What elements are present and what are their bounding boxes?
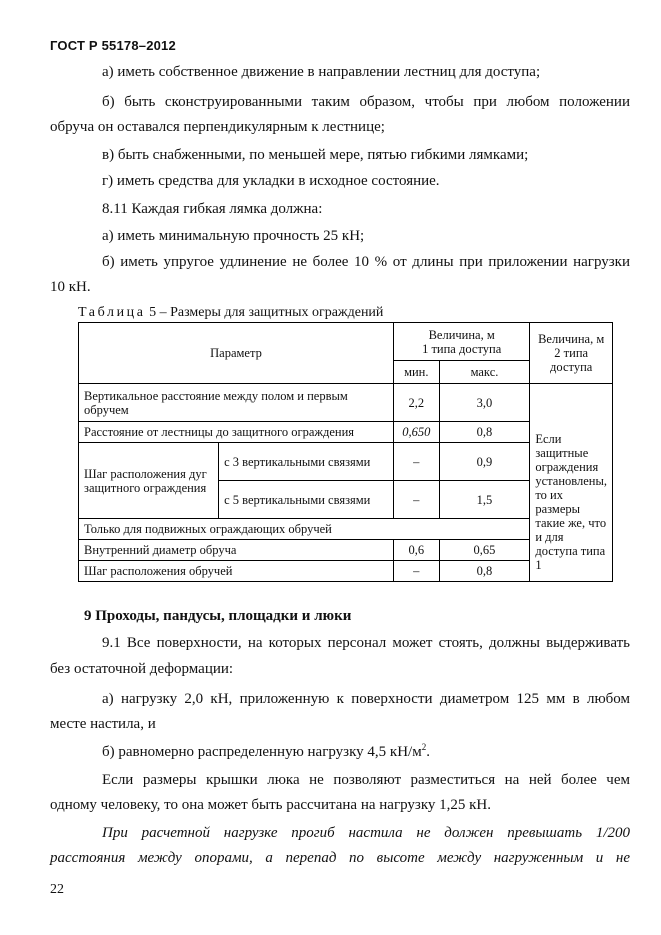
item-b-design-line2: обруча он оставался перпендикулярным к лестнице;	[50, 119, 385, 135]
item-b-elongation-line2: 10 кН.	[50, 279, 91, 295]
row-sub: с 3 вертикальными связями	[219, 443, 394, 481]
header-type1: Величина, м 1 типа доступа	[394, 323, 530, 361]
item-b-text: б) равномерно распределенную нагрузку 4,5 кН/м	[102, 744, 422, 760]
header-max: макс.	[439, 361, 530, 384]
item-b-superscript: 2	[421, 742, 427, 752]
row-param: Вертикальное расстояние между полом и первым обручем	[79, 384, 394, 422]
row-min: 0,650	[394, 422, 440, 443]
header-parameter: Параметр	[79, 323, 394, 384]
header-type2: Величина, м 2 типа доступа	[530, 323, 613, 384]
row-param: Шаг расположения обручей	[79, 561, 394, 582]
clause-8-11: 8.11 Каждая гибкая лямка должна:	[102, 201, 323, 217]
type2-note: Если защитные ограждения установлены, то их размеры такие же, что и для доступа типа 1	[530, 384, 613, 582]
table-row	[79, 384, 613, 422]
row-min: 0,6	[394, 540, 440, 561]
hatch-cover-line1: Если размеры крышки люка не позволяют разместиться на ней более чем	[102, 772, 630, 788]
table-caption-title: 5 – Размеры для защитных ограждений	[145, 305, 384, 320]
row-max: 0,8	[439, 422, 530, 443]
clause-9-1-line1: 9.1 Все поверхности, на которых персонал может стоять, должны выдерживать	[102, 635, 630, 651]
row-max: 1,5	[439, 481, 530, 519]
item-g-stowage: г) иметь средства для укладки в исходное состояние.	[102, 173, 440, 189]
row-sub: с 5 вертикальными связями	[219, 481, 394, 519]
row-param: Расстояние от лестницы до защитного ограждения	[79, 422, 394, 443]
row-min: –	[394, 481, 440, 519]
row-param: Внутренний диаметр обруча	[79, 540, 394, 561]
row-min: –	[394, 561, 440, 582]
item-b-elongation-line1: б) иметь упругое удлинение не более 10 % от длины при приложении нагрузки	[102, 254, 630, 270]
table-caption-label: Таблица	[78, 305, 146, 320]
table-caption	[78, 305, 383, 321]
row-max: 0,65	[439, 540, 530, 561]
row-min: 2,2	[394, 384, 440, 422]
dimensions-table	[78, 322, 613, 582]
item-a-strength: а) иметь минимальную прочность 25 кН;	[102, 228, 365, 244]
hatch-cover-line2: одному человеку, то она может быть рассчитана на нагрузку 1,25 кН.	[50, 797, 492, 813]
row-max: 0,9	[439, 443, 530, 481]
item-a-move: а) иметь собственное движение в направлении лестниц для доступа;	[102, 64, 541, 80]
item-a-point-load-line2: месте настила, и	[50, 716, 156, 732]
row-max: 0,8	[439, 561, 530, 582]
section-9-title: 9 Проходы, пандусы, площадки и люки	[84, 608, 352, 624]
deflection-note-line1: При расчетной нагрузке прогиб настила не должен превышать 1/200	[102, 825, 630, 841]
header-min: мин.	[394, 361, 440, 384]
clause-9-1-line2: без остаточной деформации:	[50, 661, 234, 677]
item-b-distributed-load	[102, 742, 661, 762]
row-max: 3,0	[439, 384, 530, 422]
page-number: 22	[50, 882, 64, 897]
row-min: –	[394, 443, 440, 481]
item-b-period: .	[426, 744, 430, 760]
row-param: Шаг расположения дуг защитного ограждения	[79, 443, 219, 519]
item-v-straps: в) быть снабженными, по меньшей мере, пятью гибкими лямками;	[102, 147, 529, 163]
document-header: ГОСТ Р 55178–2012	[50, 38, 176, 53]
item-a-point-load-line1: а) нагрузку 2,0 кН, приложенную к поверхности диаметром 125 мм в любом	[102, 691, 630, 707]
item-b-design-line1: б) быть сконструированными таким образом, чтобы при любом положении	[102, 94, 630, 110]
row-param: Только для подвижных ограждающих обручей	[79, 519, 530, 540]
deflection-note-line2: расстояния между опорами, а перепад по высоте между нагруженным и не	[50, 850, 630, 866]
